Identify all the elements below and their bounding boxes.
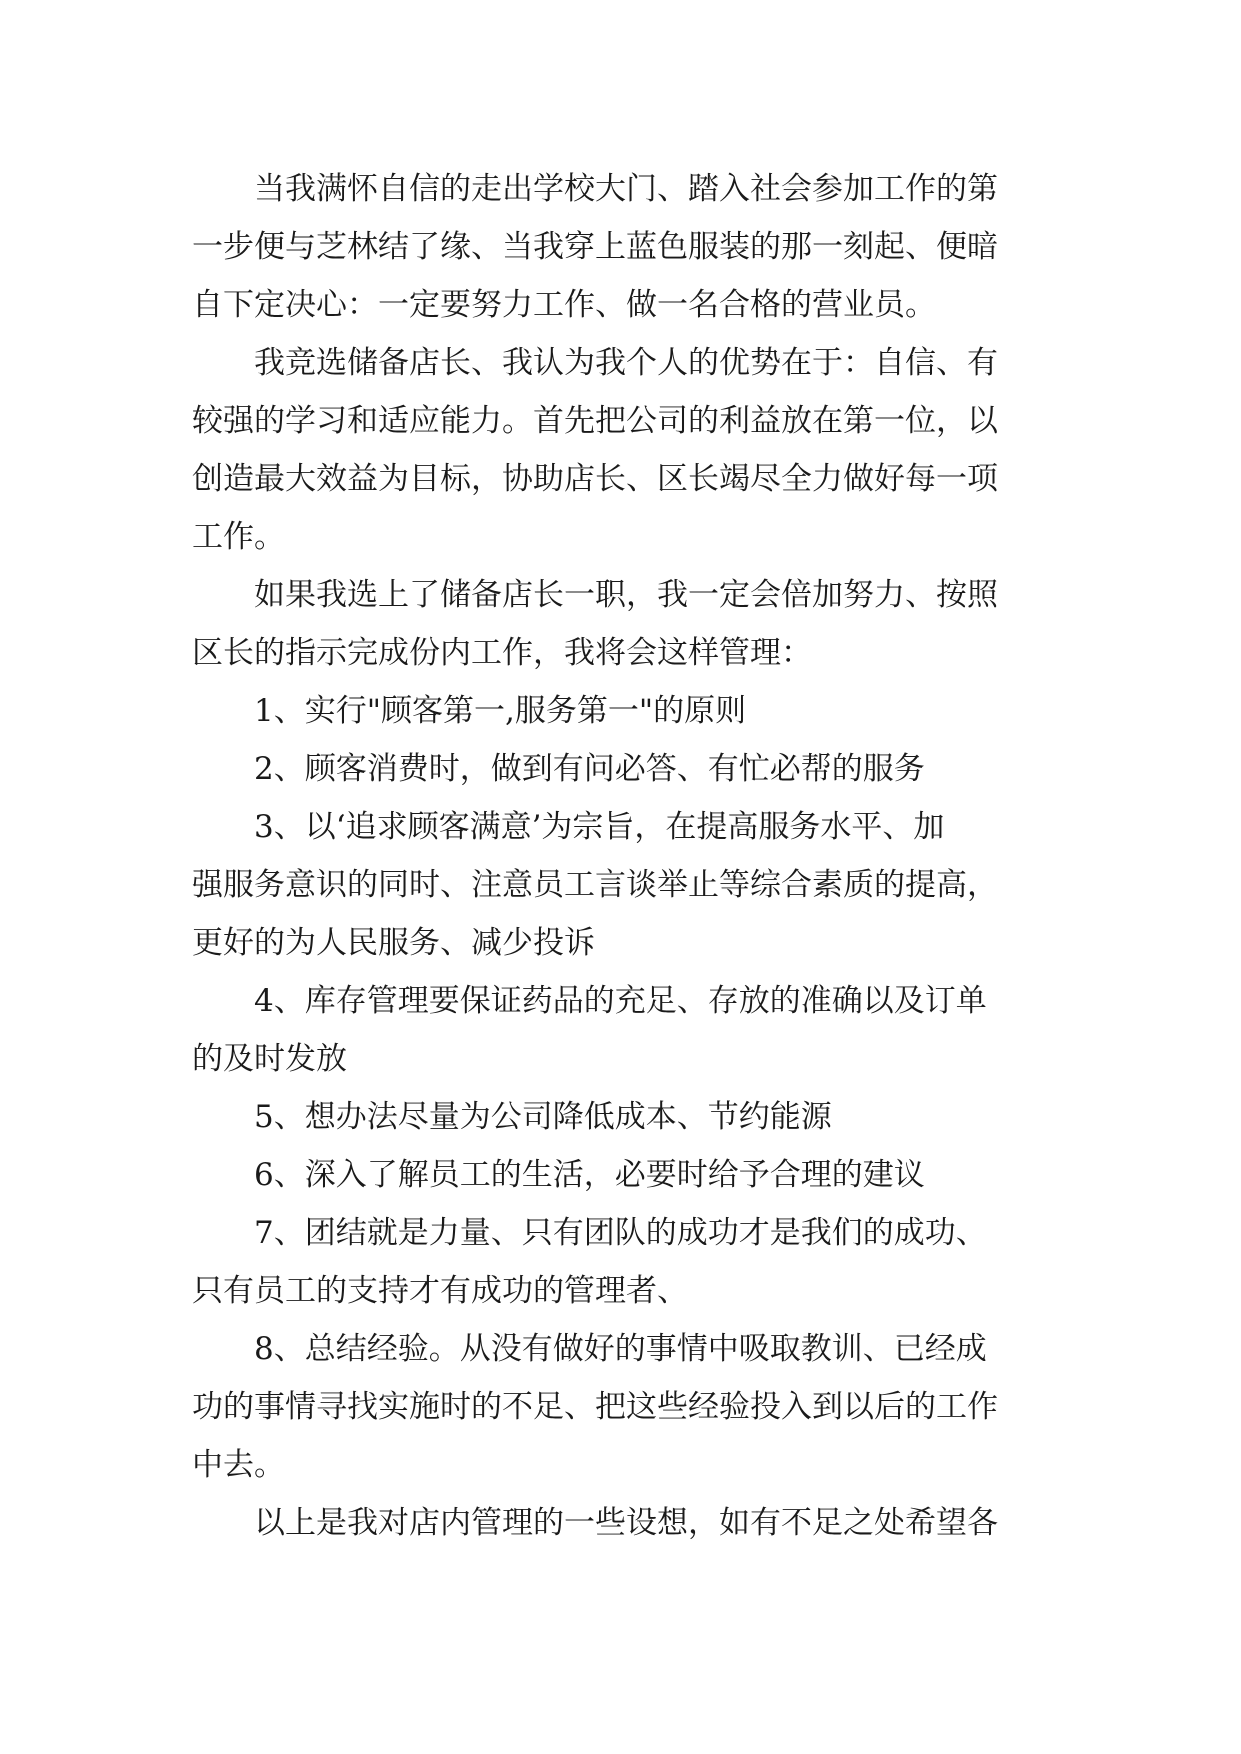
paragraph-plan-intro xyxy=(192,566,1052,682)
list-item-3 xyxy=(192,798,1052,972)
text-line: 功的事情寻找实施时的不足、把这些经验投入到以后的工作 xyxy=(192,1389,998,1425)
paragraph-intro xyxy=(192,160,1052,334)
text-line: 自下定决心：一定要努力工作、做一名合格的营业员。 xyxy=(192,287,936,323)
list-item-2 xyxy=(192,740,1052,798)
text-line: 2、顾客消费时，做到有问必答、有忙必帮的服务 xyxy=(254,751,925,787)
text-line: 6、深入了解员工的生活，必要时给予合理的建议 xyxy=(254,1157,925,1193)
document-body xyxy=(192,160,1052,1552)
text-line: 更好的为人民服务、减少投诉 xyxy=(192,925,595,961)
text-line: 强服务意识的同时、注意员工言谈举止等综合素质的提高， xyxy=(192,867,998,903)
list-item-8 xyxy=(192,1320,1052,1494)
list-item-5 xyxy=(192,1088,1052,1146)
text-line: 4、库存管理要保证药品的充足、存放的准确以及订单 xyxy=(254,983,987,1019)
text-line: 中去。 xyxy=(192,1447,285,1483)
text-line: 的及时发放 xyxy=(192,1041,347,1077)
paragraph-closing xyxy=(192,1494,1052,1552)
text-line: 创造最大效益为目标，协助店长、区长竭尽全力做好每一项 xyxy=(192,461,998,497)
text-line: 8、总结经验。从没有做好的事情中吸取教训、已经成 xyxy=(254,1331,987,1367)
list-item-7 xyxy=(192,1204,1052,1320)
text-line: 7、团结就是力量、只有团队的成功才是我们的成功、 xyxy=(254,1215,987,1251)
text-line: 只有员工的支持才有成功的管理者、 xyxy=(192,1273,688,1309)
list-item-6 xyxy=(192,1146,1052,1204)
text-line: 我竞选储备店长、我认为我个人的优势在于：自信、有 xyxy=(254,345,998,381)
text-line: 较强的学习和适应能力。首先把公司的利益放在第一位，以 xyxy=(192,403,998,439)
paragraph-advantages xyxy=(192,334,1052,566)
text-line: 当我满怀自信的走出学校大门、踏入社会参加工作的第 xyxy=(254,171,998,207)
text-line: 以上是我对店内管理的一些设想，如有不足之处希望各 xyxy=(254,1505,998,1541)
text-line: 一步便与芝林结了缘、当我穿上蓝色服装的那一刻起、便暗 xyxy=(192,229,998,265)
text-line: 1、实行"顾客第一,服务第一"的原则 xyxy=(254,693,747,729)
text-line: 如果我选上了储备店长一职，我一定会倍加努力、按照 xyxy=(254,577,998,613)
text-line: 区长的指示完成份内工作，我将会这样管理： xyxy=(192,635,812,671)
text-line: 工作。 xyxy=(192,519,285,555)
text-line: 5、想办法尽量为公司降低成本、节约能源 xyxy=(254,1099,832,1135)
list-item-1 xyxy=(192,682,1052,740)
text-line: 3、以‘追求顾客满意’为宗旨，在提高服务水平、加 xyxy=(254,809,945,845)
list-item-4 xyxy=(192,972,1052,1088)
